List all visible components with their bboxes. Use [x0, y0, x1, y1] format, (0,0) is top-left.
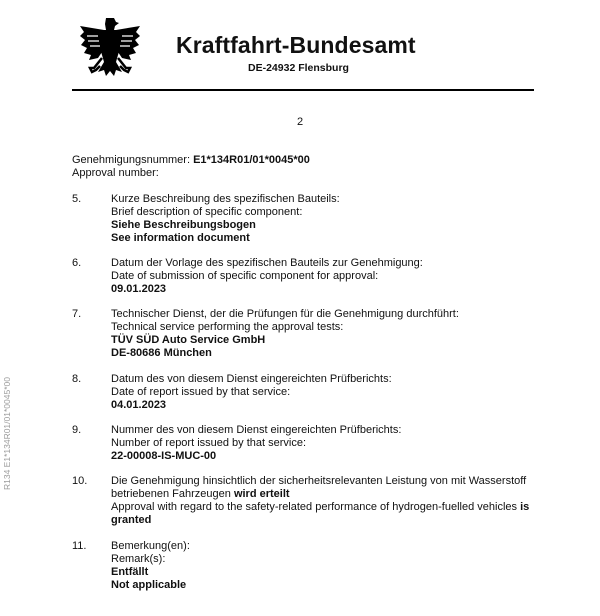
item-label-de: Nummer des von diesem Dienst eingereichten Prüfberichts: — [111, 424, 402, 436]
item-value: TÜV SÜD Auto Service GmbH — [111, 334, 266, 346]
item-label-en: Number of report issued by that service: — [111, 437, 307, 449]
side-reference-text: R134 E1*134R01/01*0045*00 — [2, 377, 12, 490]
item-value: 04.01.2023 — [111, 399, 167, 411]
item-text: Approval with regard to the safety-related performance of hydrogen-fuelled vehicles — [111, 501, 521, 513]
approval-number-line — [72, 154, 310, 167]
item-label-en: Date of submission of specific component for approval: — [111, 270, 379, 282]
item-label-en: Remark(s): — [111, 553, 166, 565]
item-label-en — [111, 501, 529, 514]
item-label-de: Kurze Beschreibung des spezifischen Bauteils: — [111, 193, 340, 205]
item-value: granted — [111, 514, 152, 526]
item-number: 8. — [72, 373, 82, 385]
approval-label-de: Genehmigungsnummer: — [72, 154, 194, 166]
item-number: 6. — [72, 257, 82, 269]
item-label-de: Die Genehmigung hinsichtlich der sicherheitsrelevanten Leistung von mit Wasserstoff — [111, 475, 527, 487]
item-label-de-cont — [111, 488, 290, 501]
item-label-de: Bemerkung(en): — [111, 540, 190, 552]
item-label-de: Technischer Dienst, der die Prüfungen für die Genehmigung durchführt: — [111, 308, 459, 320]
item-value: 22-00008-IS-MUC-00 — [111, 450, 217, 462]
org-address: DE-24932 Flensburg — [248, 62, 349, 74]
item-value: is — [520, 501, 530, 513]
item-value: DE-80686 München — [111, 347, 212, 359]
header-divider — [72, 89, 534, 91]
item-value: See information document — [111, 232, 250, 244]
approval-label-en: Approval number: — [72, 167, 159, 179]
item-number: 11. — [72, 540, 87, 552]
federal-eagle-icon — [78, 14, 142, 84]
item-value: Siehe Beschreibungsbogen — [111, 219, 256, 231]
item-label-en: Date of report issued by that service: — [111, 386, 291, 398]
page-number: 2 — [297, 116, 304, 128]
approval-number: E1*134R01/01*0045*00 — [193, 154, 310, 166]
item-label-en: Technical service performing the approval tests: — [111, 321, 344, 333]
item-value: wird erteilt — [233, 488, 290, 500]
item-value: Not applicable — [111, 579, 187, 591]
item-value: Entfällt — [111, 566, 149, 578]
item-value: 09.01.2023 — [111, 283, 167, 295]
item-text: betriebenen Fahrzeugen — [111, 488, 234, 500]
org-name: Kraftfahrt-Bundesamt — [176, 32, 416, 58]
item-label-de: Datum der Vorlage des spezifischen Bauteils zur Genehmigung: — [111, 257, 423, 269]
item-number: 10. — [72, 475, 88, 487]
item-label-de: Datum des von diesem Dienst eingereichten Prüfberichts: — [111, 373, 392, 385]
item-label-en: Brief description of specific component: — [111, 206, 303, 218]
item-number: 9. — [72, 424, 82, 436]
item-number: 5. — [72, 193, 82, 205]
item-number: 7. — [72, 308, 82, 320]
